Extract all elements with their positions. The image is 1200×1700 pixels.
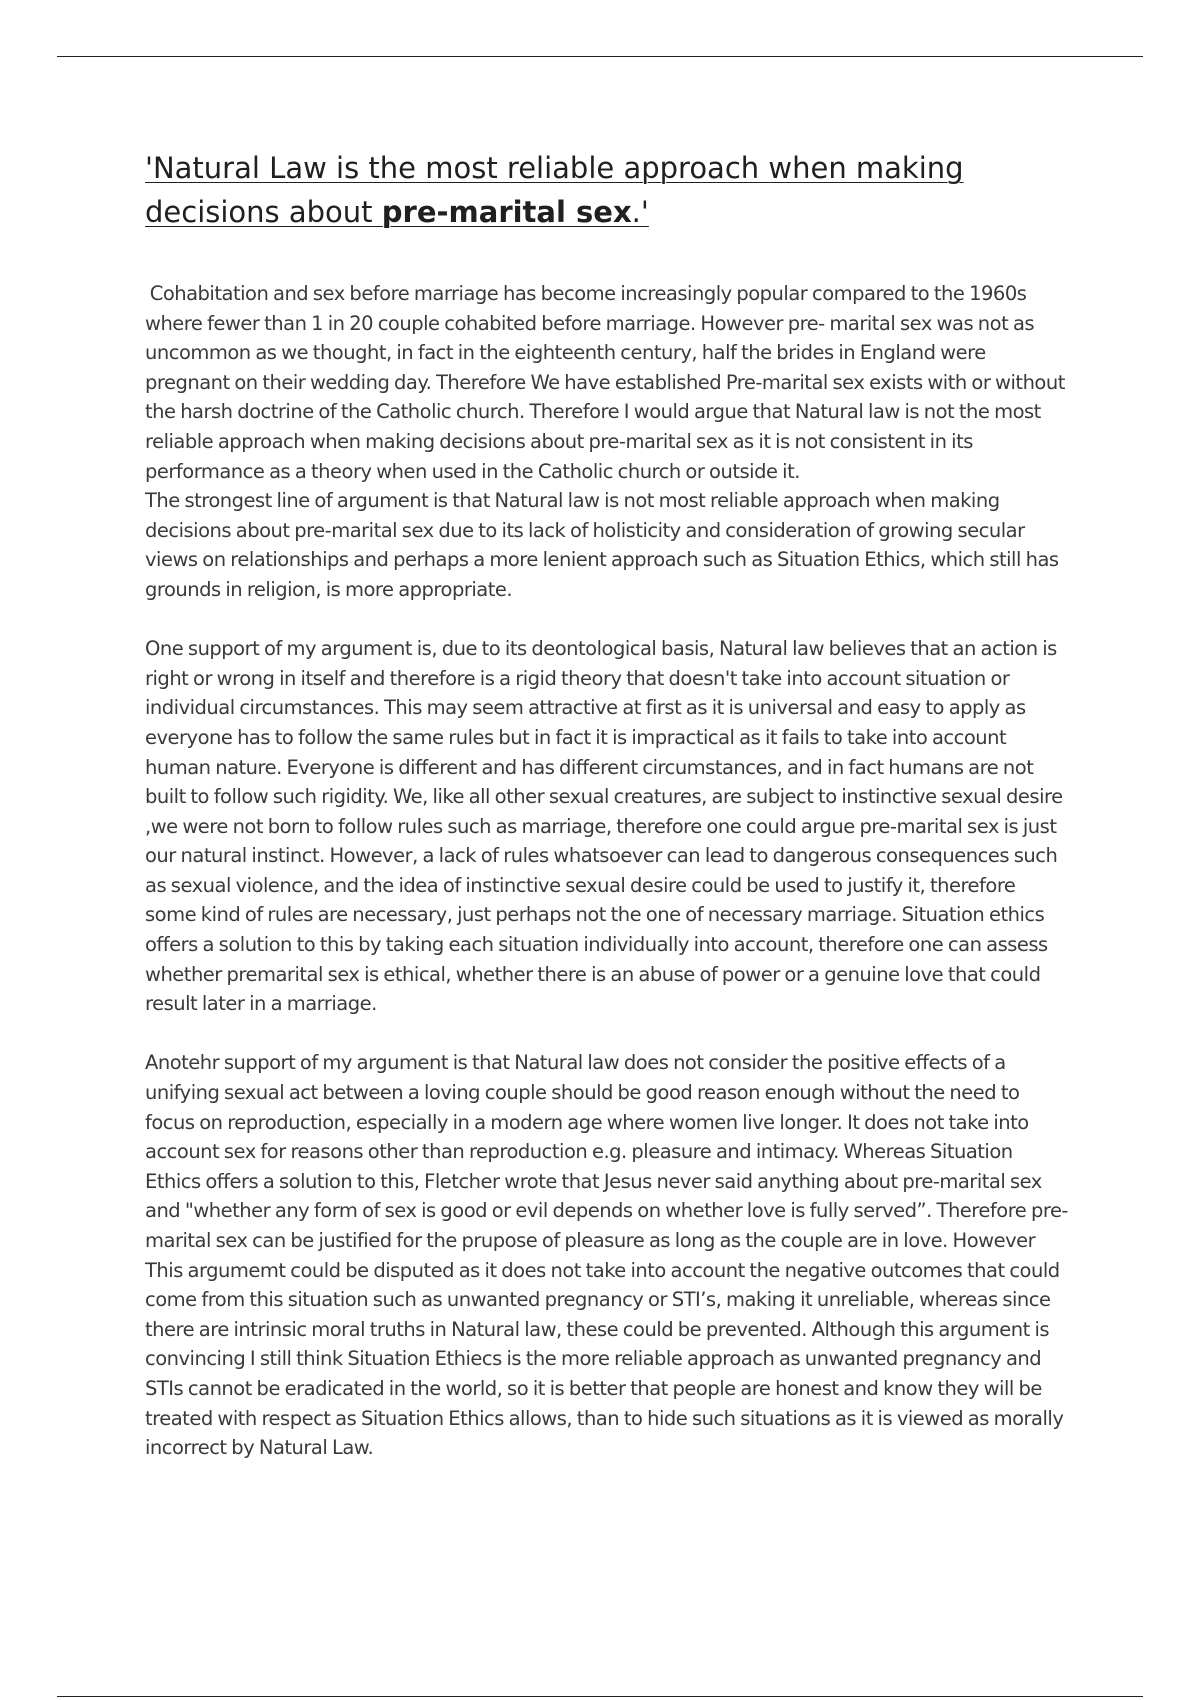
essay-body [145, 279, 1070, 1463]
paragraph-argument: The strongest line of argument is that Natural law is not most reliable approach when making decisions about pre-marital sex due to its lack of holisticity and consideration of growing secular views on relationships and perhaps a more lenient approach such as Situation Ethics, which still has grounds in religion, is more appropriate. [145, 489, 1059, 601]
paragraph-intro: Cohabitation and sex before marriage has become increasingly popular compared to the 1960s where fewer than 1 in 20 couple cohabited before marriage. However pre- marital sex was not as uncommon as we thought, in fact in the eighteenth century, half the brides in England were pregnant on their wedding day. Therefore We have established Pre-marital sex exists with or without the harsh doctrine of the Catholic church. Therefore I would argue that Natural law is not the most reliable approach when making decisions about pre-marital sex as it is not consistent in its performance as a theory when used in the Catholic church or outside it. [145, 282, 1070, 483]
essay-title [145, 146, 1045, 234]
paragraph-gap [145, 605, 1070, 635]
paragraph-support-2: Anotehr support of my argument is that Natural law does not consider the positive effects of a unifying sexual act between a loving couple should be good reason enough without the need to focus on reproduction, especially in a modern age where women live longer. It does not take into account sex for reasons other than reproduction e.g. pleasure and intimacy. Whereas Situation Ethics offers a solution to this, Fletcher wrote that Jesus never said anything about pre-marital sex and "whether any form of sex is good or evil depends on whether love is fully served”. Therefore pre-marital sex can be justified for the prupose of pleasure as long as the couple are in love. However This argumemt could be disputed as it does not take into account the negative outcomes that could come from this situation such as unwanted pregnancy or STI’s, making it unreliable, whereas since there are intrinsic moral truths in Natural law, these could be prevented. Although this argument is convincing I still think Situation Ethiecs is the more reliable approach as unwanted pregnancy and STIs cannot be eradicated in the world, so it is better that people are honest and know they will be treated with respect as Situation Ethics allows, than to hide such situations as it is viewed as morally incorrect by Natural Law. [145, 1051, 1068, 1460]
paragraph-gap [145, 1019, 1070, 1049]
title-bold-text: pre-marital sex [381, 195, 632, 229]
title-end: .' [631, 195, 649, 229]
bottom-rule [57, 1696, 1143, 1697]
paragraph-support-1: One support of my argument is, due to its deontological basis, Natural law believes that an action is right or wrong in itself and therefore is a rigid theory that doesn't take into account situation or individual circumstances. This may seem attractive at first as it is universal and easy to apply as everyone has to follow the same rules but in fact it is impractical as it fails to take into account human nature. Everyone is different and has different circumstances, and in fact humans are not built to follow such rigidity. We, like all other sexual creatures, are subject to instinctive sexual desire ,we were not born to follow rules such as marriage, therefore one could argue pre-marital sex is just our natural instinct. However, a lack of rules whatsoever can lead to dangerous consequences such as sexual violence, and the idea of instinctive sexual desire could be used to justify it, therefore some kind of rules are necessary, just perhaps not the one of necessary marriage. Situation ethics offers a solution to this by taking each situation individually into account, therefore one can assess whether premarital sex is ethical, whether there is an abuse of power or a genuine love that could result later in a marriage. [145, 637, 1063, 1016]
top-rule [57, 56, 1143, 57]
title-text: 'Natural Law is the most reliable approach when making decisions about [145, 151, 964, 229]
